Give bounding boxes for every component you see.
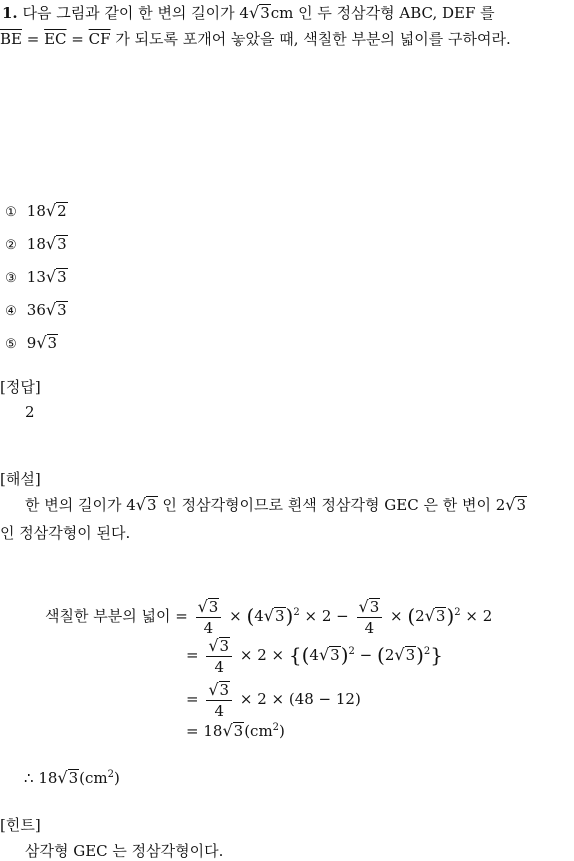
option-5[interactable]: ⑤ 9√3 xyxy=(5,333,58,352)
explanation-line-1: 한 변의 길이가 4√3 인 정삼각형이므로 흰색 정삼각형 GEC 은 한 변이 2√3 xyxy=(25,495,526,514)
segment-ec: $\overline{EC}$ xyxy=(44,30,67,48)
question-text-b: cm 인 두 정삼각형 ABC, DEF 를 xyxy=(270,4,495,22)
option-2[interactable]: ② 18√3 xyxy=(5,234,67,253)
explanation-heading: [해설] xyxy=(0,470,41,488)
hint-heading: [힌트] xyxy=(0,816,41,834)
answer-value: 2 xyxy=(25,403,35,421)
answer-heading: [정답] xyxy=(0,378,41,396)
question-line-2: $\overline{BE} = \overline{EC} = \overline{CF}$ 가 되도록 포개어 놓았을 때, 색칠한 부분의 넓이를 구하여라. xyxy=(0,30,511,48)
segment-cf: $\overline{CF}$ xyxy=(88,30,111,48)
equation-line-3: = $\frac{√3}{4}$ × 2 × (48 − 12) xyxy=(186,680,361,720)
question-number: 1. xyxy=(2,4,18,22)
equation-line-2: = $\frac{√3}{4}$ × $2 \times \{(4√3)^2 - (2√3)^2\}$ xyxy=(186,636,444,676)
hint-text: 삼각형 GEC 는 정삼각형이다. xyxy=(25,842,224,860)
segment-be: $\overline{BE}$ xyxy=(0,30,22,48)
question-sqrt: 3 xyxy=(260,4,270,22)
result-line: ∴ $18√3(cm^2)$ xyxy=(24,768,120,787)
option-1[interactable]: ① 18√2 xyxy=(5,201,67,220)
option-3[interactable]: ③ 13√3 xyxy=(5,267,67,286)
option-4[interactable]: ④ 36√3 xyxy=(5,300,67,319)
explanation-line-2: 인 정삼각형이 된다. xyxy=(0,524,131,542)
equation-line-4: = $18√3(cm^2)$ xyxy=(186,721,285,740)
question-text-rest: 가 되도록 포개어 놓았을 때, 색칠한 부분의 넓이를 구하여라. xyxy=(115,30,511,48)
question-text-a: 다음 그림과 같이 한 변의 길이가 4 xyxy=(22,4,249,22)
question-line-1: 1. 다음 그림과 같이 한 변의 길이가 4√3cm 인 두 정삼각형 ABC, DEF 를 xyxy=(2,3,495,22)
equation-label: 색칠한 부분의 넓이 xyxy=(45,607,171,625)
equation-line-1: 색칠한 부분의 넓이 = $\frac{√3}{4}$ × $(4√3)^2 \times 2$ − $\frac{√3}{4}$ × $(2√3)^2 \times 2$ xyxy=(45,597,493,637)
therefore-symbol: ∴ xyxy=(24,769,34,787)
